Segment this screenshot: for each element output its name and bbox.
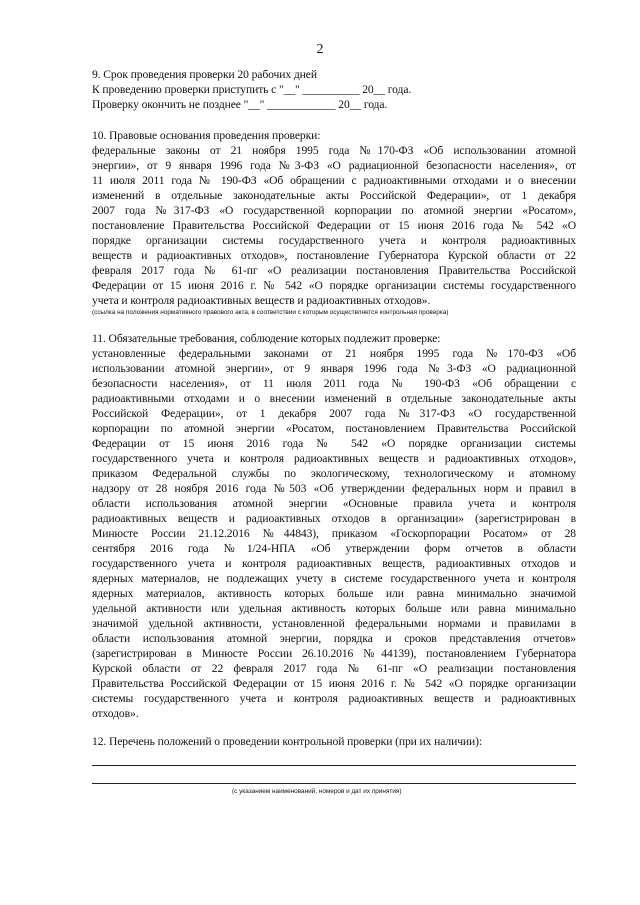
section-11-line: радиоактивных веществ и радиоактивных отходов в организации» (зарегистрирован в: [92, 512, 576, 525]
section-11-line: значимой удельной активности, установленной федеральными нормами и правилами в: [92, 617, 576, 630]
section-11-line: Курской области от 22 февраля 2017 года № 61-пг «О реализации постановления: [92, 662, 576, 675]
section-11-line: приказом Федеральной службы по экологическому, технологическому и атомному: [92, 467, 576, 480]
section-11-line: области использования атомной энергии «Основные правила учета и контроля: [92, 497, 576, 510]
section-11-line: Правительства Российской Федерации от 15 июня 2016 г. № 542 «О порядке организации: [92, 677, 576, 690]
section-11-line: области использования атомной энергии, порядка и сроков представления отчетов»: [92, 632, 576, 645]
blank-line: [92, 765, 576, 766]
section-10-line: федеральные законы от 21 ноября 1995 года №170-ФЗ «Об использовании атомной: [92, 144, 576, 157]
section-10-line: учета и контроля радиоактивных веществ и радиоактивных отходов».: [92, 294, 431, 307]
section-10-line: 11 июля 2011 года № 190-ФЗ «Об обращении с радиоактивными отходами и о внесении: [92, 174, 576, 187]
section-11-line: радиоактивными отходами и о внесении изменений в отдельные законодательные акты: [92, 392, 576, 405]
section-11-line: сентября 2016 года №1/24-НПА «Об утверждении форм отчетов в области: [92, 542, 576, 555]
section-9-end-line: Проверку окончить не позднее "__" ____________ 20__ года.: [92, 98, 388, 111]
section-10-line: Федерации от 15 июня 2016 г. № 542 «О порядке организации системы государственного: [92, 279, 576, 292]
section-11-line: ядерных материалов, не подлежащих учету в системе государственного учета и контроля: [92, 572, 576, 585]
blank-line: [92, 783, 576, 784]
section-10-line: постановление Правительства Российской Федерации от 15 июня 2016 года № 542 «О: [92, 219, 576, 232]
section-9-start-line: К проведению проверки приступить с "__" __________ 20__ года.: [92, 83, 412, 96]
section-11-line: удельной активности или удельная активность которых больше или равна минимально: [92, 602, 576, 615]
section-11-line: Российской Федерации», от 1 декабря 2007 года №317-ФЗ «О государственной: [92, 407, 576, 420]
section-12-note: (с указанием наименований, номеров и дат их принятия): [232, 788, 402, 795]
section-11-line: использовании атомной энергии», от 9 января 1996 года №3-ФЗ «О радиационной: [92, 362, 576, 375]
section-12-title: 12. Перечень положений о проведении контрольной проверки (при их наличии):: [92, 735, 483, 748]
section-11-line: Минюсте России 21.12.2016 №44843), приказом «Госкорпорации Росатом» от 28: [92, 527, 576, 540]
section-11-line: государственного учета и контроля радиоактивных веществ, радиоактивных отходов и: [92, 557, 576, 570]
section-11-title: 11. Обязательные требования, соблюдение которых подлежит проверке:: [92, 332, 441, 345]
section-10-line: энергии», от 9 января 1996 года №3-ФЗ «О радиационной безопасности населения», от: [92, 159, 576, 172]
section-10-title: 10. Правовые основания проведения проверки:: [92, 129, 321, 142]
section-10-note: (ссылка на положения нормативного правового акта, в соответствии с которым осуществляется контрольная проверка): [92, 309, 449, 316]
page-number: 2: [316, 42, 324, 57]
section-11-line: надзору от 28 ноября 2016 года №503 «Об утверждении федеральных норм и правил в: [92, 482, 576, 495]
section-11-line: отходов».: [92, 707, 139, 720]
section-11-line: государственного учета и контроля радиоактивных веществ и радиоактивных отходов»,: [92, 452, 576, 465]
section-10-line: февраля 2017 года № 61-пг «О реализации постановления Правительства Российской: [92, 264, 576, 277]
section-11-line: корпорации по атомной энергии «Росатом, постановлением Правительства Российской: [92, 422, 576, 435]
section-11-line: (зарегистрирован в Минюсте России 26.10.2016 №44139), постановлением Губернатора: [92, 647, 576, 660]
section-10-line: 2007 года №317-ФЗ «О государственной корпорации по атомной энергии «Росатом»,: [92, 204, 576, 217]
section-10-line: изменений в отдельные законодательные акты Российской Федерации», от 1 декабря: [92, 189, 576, 202]
section-9-title: 9. Срок проведения проверки 20 рабочих дней: [92, 68, 317, 81]
section-10-line: порядке организации системы государственного учета и контроля радиоактивных: [92, 234, 576, 247]
section-10-line: веществ и радиоактивных отходов», постановление Губернатора Курской области от 22: [92, 249, 576, 262]
section-11-line: установленные федеральными законами от 21 ноября 1995 года №170-ФЗ «Об: [92, 347, 576, 360]
section-11-line: системы государственного учета и контроля радиоактивных веществ и радиоактивных: [92, 692, 576, 705]
section-11-line: Федерации от 15 июня 2016 года № 542 «О порядке организации системы: [92, 437, 576, 450]
section-11-line: ядерных материалов, активность которых больше или равна минимально значимой: [92, 587, 576, 600]
section-11-line: безопасности населения», от 11 июля 2011 года № 190-ФЗ «Об обращении с: [92, 377, 576, 390]
